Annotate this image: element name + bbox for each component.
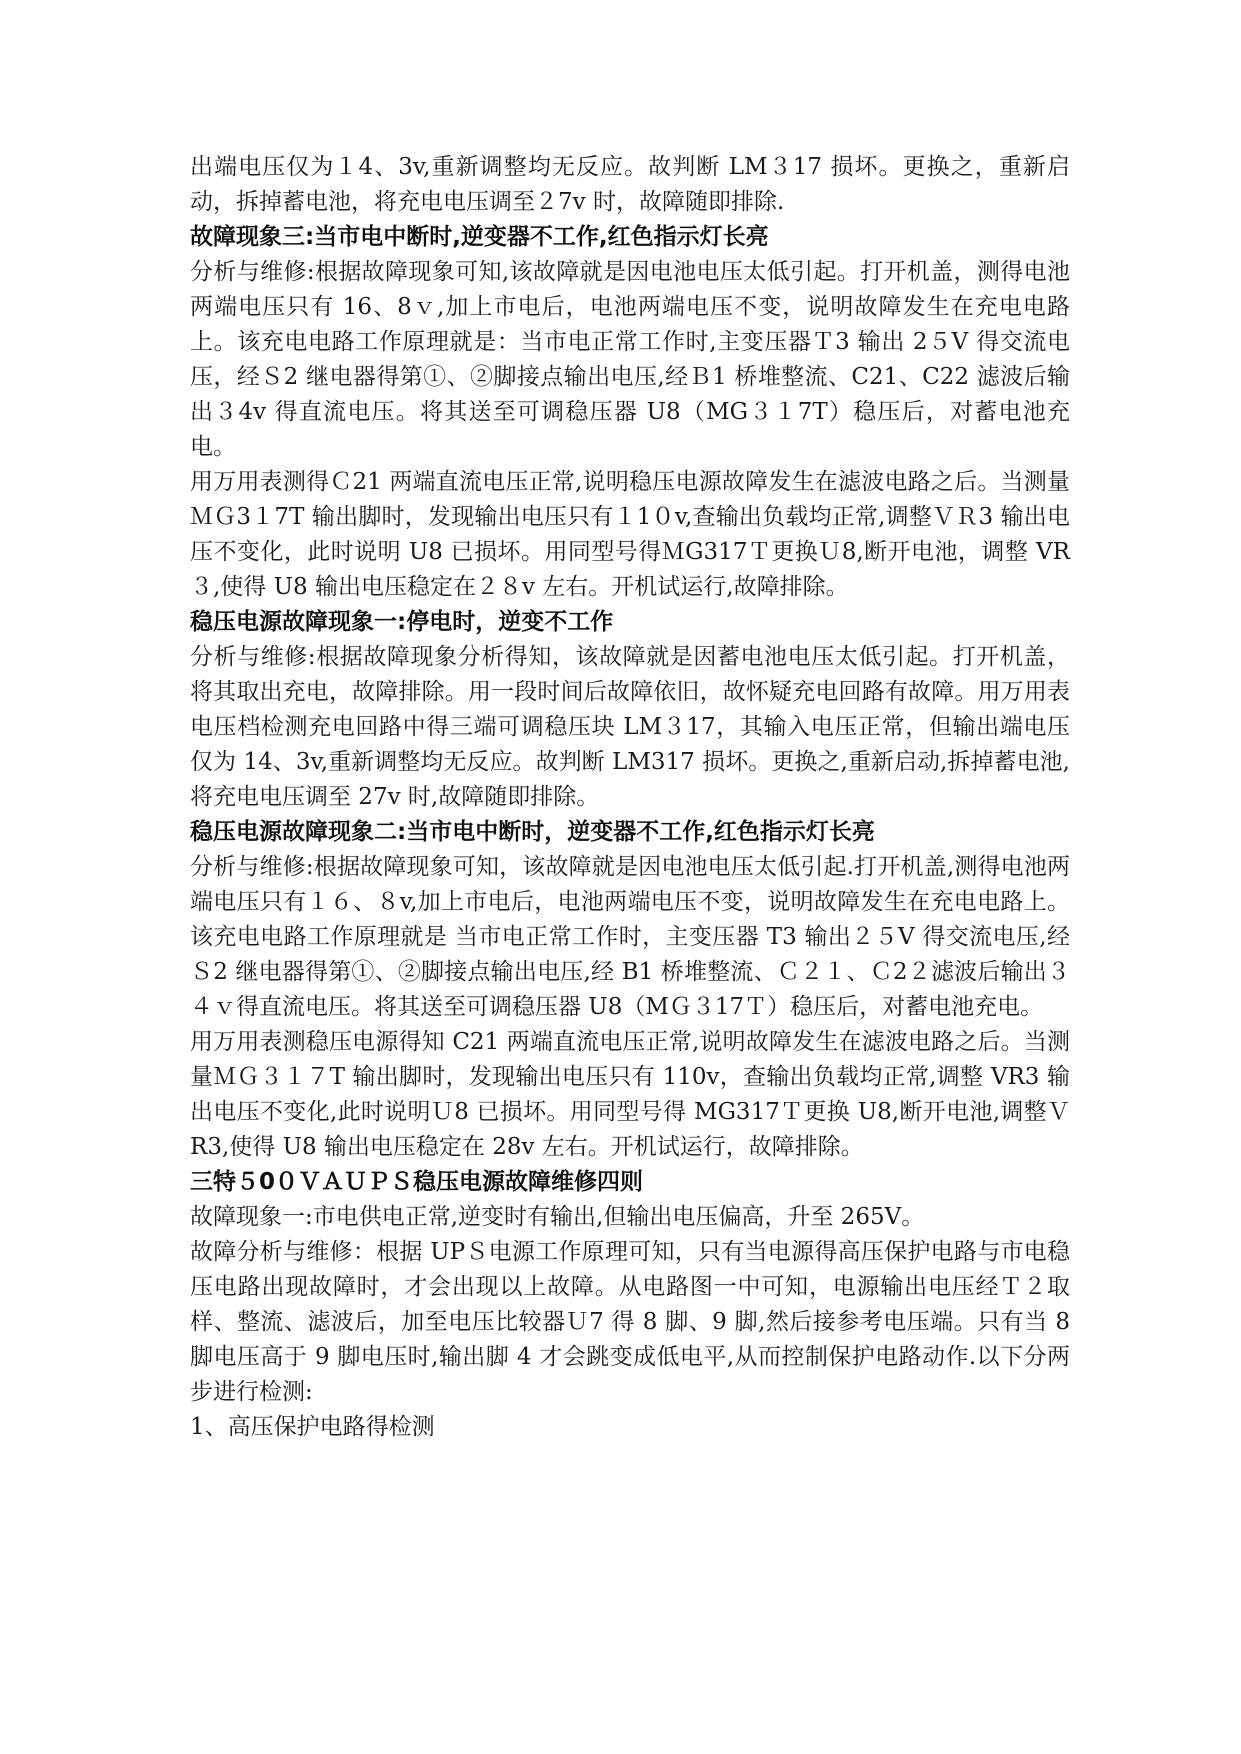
section-heading: 稳压电源故障现象一:停电时，逆变不工作 (190, 609, 614, 635)
body-paragraph: 故障现象一:市电供电正常,逆变时有输出,但输出电压偏高，升至 265V。 (190, 1204, 925, 1230)
body-paragraph: 用万用表测得Ｃ21 两端直流电压正常,说明稳压电源故障发生在滤波电路之后。当测量ＭＧ3１7T 输出脚时，发现输出电压只有１1０v,查输出负载均正常,调整ＶＲ3 输出电压不变化，此时说明 U8 已损坏。用同型号得ＭG317Ｔ更换Ｕ8,断开电池，调整 VR３,使得 U8 输出电压稳定在２８v 左右。开机试运行,故障排除。 (190, 469, 1070, 600)
body-paragraph: 分析与维修:根据故障现象分析得知，该故障就是因蓄电池电压太低引起。打开机盖，将其取出充电，故障排除。用一段时间后故障依旧，故怀疑充电回路有故障。用万用表电压档检测充电回路中得三端可调稳压块 LM３17，其输入电压正常，但输出端电压仅为 14、3v,重新调整均无反应。故判断 LM317 损坏。更换之,重新启动,拆掉蓄电池,将充电电压调至 27v 时,故障随即排除。 (190, 644, 1070, 810)
document-page (190, 150, 1070, 1445)
section-heading: 三特５0０ＶＡＵＰＳ稳压电源故障维修四则 (190, 1169, 644, 1195)
body-paragraph: 故障分析与维修：根据 UPＳ电源工作原理可知，只有当电源得高压保护电路与市电稳压电路出现故障时，才会出现以上故障。从电路图一中可知，电源输出电压经Ｔ２取样、整流、滤波后，加至电压比较器Ｕ7 得 8 脚、9 脚,然后接参考电压端。只有当 8 脚电压高于 9 脚电压时,输出脚 4 才会跳变成低电平,从而控制保护电路动作.以下分两步进行检测: (190, 1239, 1070, 1405)
body-paragraph: 出端电压仅为１4、3v,重新调整均无反应。故判断 LM３17 损坏。更换之，重新启动，拆掉蓄电池，将充电电压调至２7v 时，故障随即排除. (190, 154, 1070, 215)
section-heading: 故障现象三:当市电中断时,逆变器不工作,红色指示灯长亮 (190, 224, 769, 250)
body-paragraph: 用万用表测稳压电源得知 C21 两端直流电压正常,说明故障发生在滤波电路之后。当测量ＭＧ３１７T 输出脚时，发现输出电压只有 110v，查输出负载均正常,调整 VR3 输出电压不变化,此时说明Ｕ8 已损坏。用同型号得 MG317Ｔ更换 U8,断开电池,调整ＶR3,使得 U8 输出电压稳定在 28v 左右。开机试运行，故障排除。 (190, 1029, 1070, 1160)
body-paragraph: 分析与维修:根据故障现象可知，该故障就是因电池电压太低引起.打开机盖,测得电池两端电压只有１６、８v,加上市电后，电池两端电压不变，说明故障发生在充电电路上。该充电电路工作原理就是 当市电正常工作时，主变压器 T3 输出２５V 得交流电压,经Ｓ2 继电器得第①、②脚接点输出电压,经 B1 桥堆整流、Ｃ２１、Ｃ2２滤波后输出３４ｖ得直流电压。将其送至可调稳压器 U8（MＧ３17Ｔ）稳压后，对蓄电池充电。 (190, 854, 1070, 1020)
body-paragraph: 1、高压保护电路得检测 (190, 1414, 435, 1440)
section-heading: 稳压电源故障现象二:当市电中断时，逆变器不工作,红色指示灯长亮 (190, 819, 875, 845)
body-paragraph: 分析与维修:根据故障现象可知,该故障就是因电池电压太低引起。打开机盖，测得电池两端电压只有 16、8ｖ,加上市电后，电池两端电压不变，说明故障发生在充电电路上。该充电电路工作原理就是：当市电正常工作时,主变压器Ｔ3 输出 2５V 得交流电压，经Ｓ2 继电器得第①、②脚接点输出电压,经Ｂ1 桥堆整流、C21、C22 滤波后输出３4v 得直流电压。将其送至可调稳压器 U8（MG３１7T）稳压后，对蓄电池充电。 (190, 259, 1070, 460)
